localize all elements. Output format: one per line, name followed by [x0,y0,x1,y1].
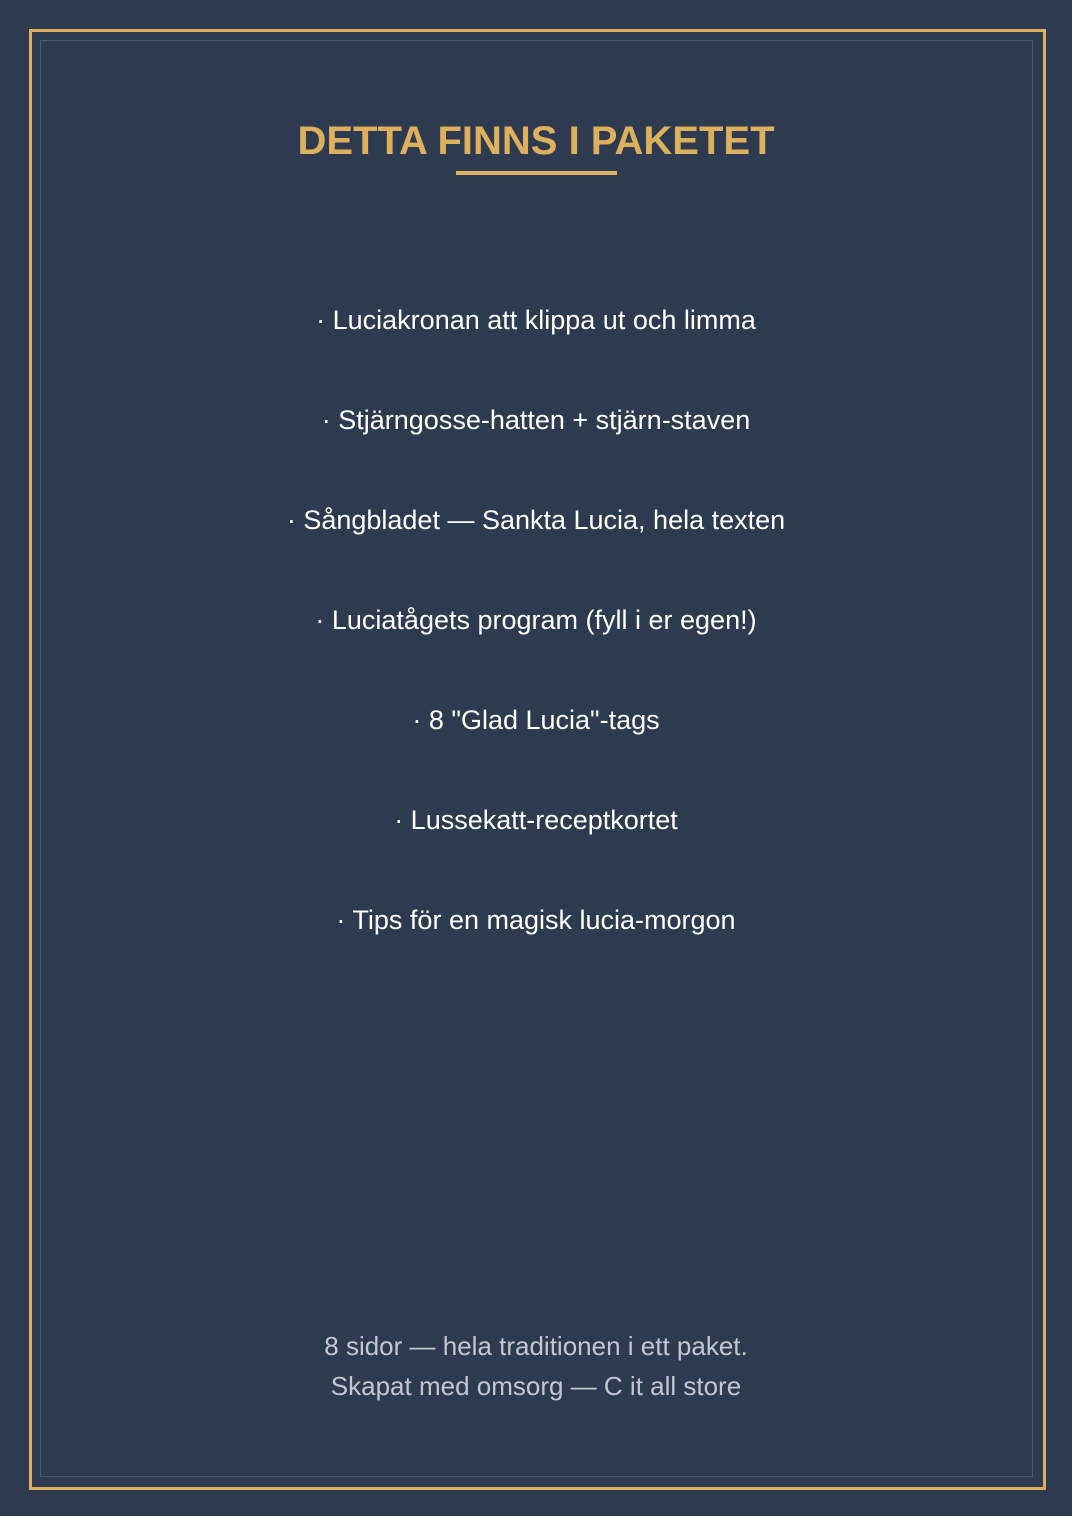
footer-line-credit: Skapat med omsorg — C it all store [330,1371,742,1401]
page-title: DETTA FINNS I PAKETET [297,119,775,163]
list-item: · Luciakronan att klippa ut och limma [316,305,756,335]
list-item: · Lussekatt-receptkortet [394,805,678,835]
footer-line-pages: 8 sidor — hela traditionen i ett paket. [324,1331,748,1361]
list-item: · Luciatågets program (fyll i er egen!) [315,605,757,635]
list-item: · Tips för en magisk lucia-morgon [336,905,736,935]
footer [0,1326,1072,1406]
package-contents-list [0,300,1072,1000]
list-item: · Sångbladet — Sankta Lucia, hela texten [286,505,786,535]
list-item: · Stjärngosse-hatten + stjärn-staven [321,405,751,435]
title-underline [456,171,617,175]
list-item: · 8 "Glad Lucia"-tags [412,705,660,735]
